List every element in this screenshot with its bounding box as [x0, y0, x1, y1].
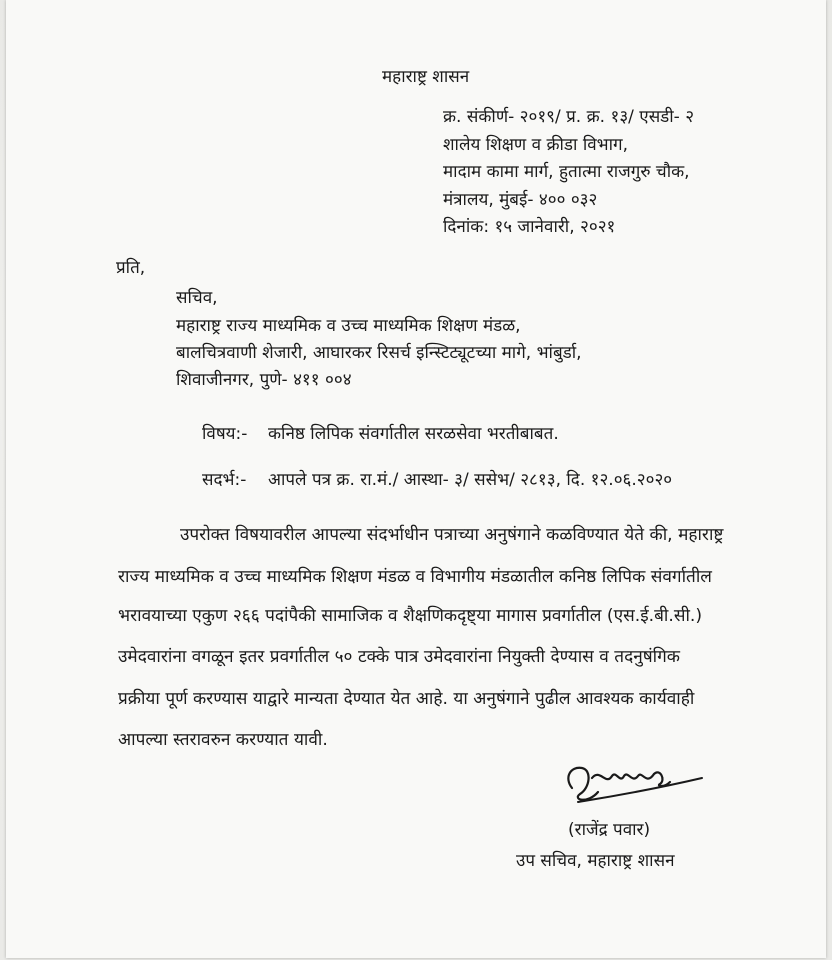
recipient-organization: महाराष्ट्र राज्य माध्यमिक व उच्च माध्यमिक शिक्षण मंडळ,	[176, 316, 521, 336]
signatory-designation: उप सचिव, महाराष्ट्र शासन	[516, 851, 675, 871]
recipient-to: प्रति,	[116, 258, 146, 278]
subject-text: कनिष्ठ लिपिक संवर्गातील सरळसेवा भरतीबाबत.	[268, 424, 559, 444]
office-address-line2: मंत्रालय, मुंबई- ४०० ०३२	[443, 190, 598, 210]
department-name: शालेय शिक्षण व क्रीडा विभाग,	[443, 135, 628, 155]
body-line-1: उपरोक्त विषयावरील आपल्या संदर्भाधीन पत्राच्या अनुषंगाने कळविण्यात येते की, महाराष्ट्र	[180, 525, 724, 545]
office-address-line1: मादाम कामा मार्ग, हुतात्मा राजगुरु चौक,	[443, 162, 690, 182]
government-heading: महाराष्ट्र शासन	[382, 67, 470, 87]
handwritten-signature	[562, 758, 712, 818]
recipient-address1: बालचित्रवाणी शेजारी, आघारकर रिसर्च इन्स्टिट्यूटच्या मागे, भांबुर्डा,	[176, 343, 582, 363]
signatory-name: (राजेंद्र पवार)	[568, 820, 651, 840]
body-line-5: प्रक्रीया पूर्ण करण्यास याद्वारे मान्यता देण्यात येत आहे. या अनुषंगाने पुढील आवश्यक कार्यवाही	[118, 689, 695, 709]
body-line-4: उमेदवारांना वगळून इतर प्रवर्गातील ५० टक्के पात्र उमेदवारांना नियुक्ती देण्यास व तदनुषंगिक	[118, 647, 681, 667]
reference-text: आपले पत्र क्र. रा.मं./ आस्था- ३/ ससेभ/ २८१३, दि. १२.०६.२०२०	[268, 470, 673, 490]
recipient-address2: शिवाजीनगर, पुणे- ४११ ००४	[176, 370, 352, 390]
letter-page	[6, 0, 826, 958]
letter-date: दिनांक: १५ जानेवारी, २०२१	[443, 217, 616, 237]
body-line-2: राज्य माध्यमिक व उच्च माध्यमिक शिक्षण मंडळ व विभागीय मंडळातील कनिष्ठ लिपिक संवर्गातील	[118, 567, 712, 587]
subject-label: विषय:-	[202, 424, 248, 444]
reference-number: क्र. संकीर्ण- २०१९/ प्र. क्र. १३/ एसडी- २	[443, 107, 695, 127]
body-line-6: आपल्या स्तरावरुन करण्यात यावी.	[118, 730, 328, 750]
reference-label: सदर्भ:-	[202, 470, 247, 490]
recipient-designation: सचिव,	[176, 288, 218, 308]
body-line-3: भरावयाच्या एकुण २६६ पदांपैकी सामाजिक व शैक्षणिकदृष्ट्या मागास प्रवर्गातील (एस.ई.बी.सी.)	[118, 606, 703, 626]
